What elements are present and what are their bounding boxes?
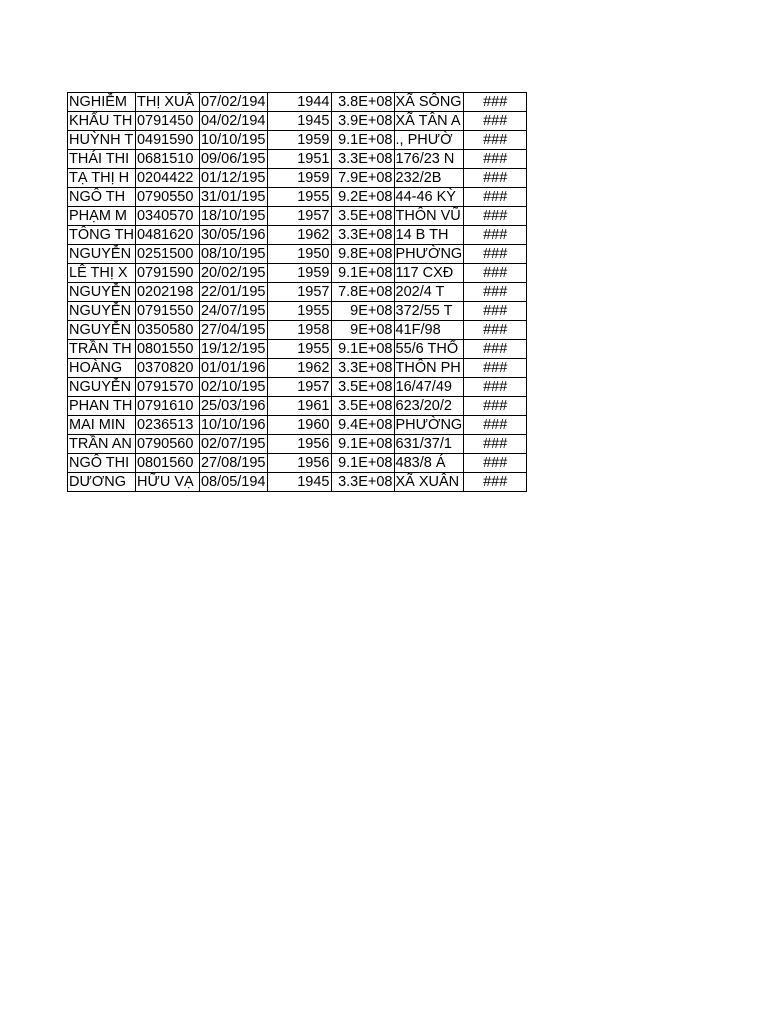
birthdate-cell[interactable]: 08/10/195: [200, 246, 266, 262]
address-cell[interactable]: 202/4 T: [394, 283, 464, 302]
table-row: [68, 131, 527, 150]
year-cell[interactable]: 1960: [267, 416, 331, 435]
birthdate-cell[interactable]: 18/10/195: [200, 208, 266, 224]
phone-cell[interactable]: 3.5E+08: [331, 207, 394, 226]
year-cell[interactable]: 1955: [267, 340, 331, 359]
address-cell[interactable]: THÔN PH: [394, 359, 464, 378]
value-cell[interactable]: ###: [464, 397, 527, 416]
birthdate-cell[interactable]: 19/12/195: [200, 341, 266, 357]
name-cell[interactable]: PHẠM M: [68, 207, 136, 226]
value-cell[interactable]: ###: [464, 454, 527, 473]
address-cell[interactable]: ., PHƯỜ: [394, 131, 464, 150]
year-cell[interactable]: 1945: [267, 112, 331, 131]
name-cell[interactable]: HOÀNG: [68, 359, 136, 378]
address-cell[interactable]: 44-46 KỲ: [394, 188, 464, 207]
table-row: [68, 207, 527, 226]
year-cell[interactable]: 1959: [267, 131, 331, 150]
birthdate-cell[interactable]: 20/02/195: [200, 265, 266, 281]
birthdate-cell[interactable]: 10/10/195: [200, 132, 266, 148]
id-cell[interactable]: 0801550: [135, 340, 199, 359]
year-cell[interactable]: 1956: [267, 435, 331, 454]
address-cell[interactable]: 372/55 T: [394, 302, 464, 321]
table-row: [68, 264, 527, 283]
value-cell[interactable]: ###: [464, 131, 527, 150]
name-cell[interactable]: TRẦN TH: [68, 340, 136, 359]
value-cell[interactable]: ###: [464, 378, 527, 397]
phone-cell[interactable]: 9.2E+08: [331, 188, 394, 207]
year-cell[interactable]: 1957: [267, 283, 331, 302]
year-cell[interactable]: 1962: [267, 359, 331, 378]
address-cell[interactable]: 631/37/1: [394, 435, 464, 454]
id-cell[interactable]: 0236513: [135, 416, 199, 435]
birthdate-cell[interactable]: 31/01/195: [200, 189, 266, 205]
name-cell[interactable]: NGUYỄN: [68, 283, 136, 302]
id-cell[interactable]: 0791610: [135, 397, 199, 416]
birthdate-cell[interactable]: 02/10/195: [200, 379, 266, 395]
birthdate-cell[interactable]: 01/12/195: [200, 170, 266, 186]
address-cell[interactable]: PHƯỜNG: [395, 246, 463, 262]
phone-cell[interactable]: 3.8E+08: [331, 93, 394, 112]
id-cell[interactable]: 0204422: [135, 169, 199, 188]
table-row: [68, 93, 527, 112]
phone-cell[interactable]: 9E+08: [331, 302, 394, 321]
address-cell[interactable]: 232/2B: [394, 169, 464, 188]
phone-cell[interactable]: 7.8E+08: [331, 283, 394, 302]
birthdate-cell[interactable]: 08/05/194: [200, 474, 266, 490]
year-cell[interactable]: 1959: [267, 169, 331, 188]
name-cell[interactable]: PHAN TH: [68, 397, 136, 416]
value-cell[interactable]: ###: [464, 226, 527, 245]
name-cell[interactable]: NGHIỄM: [68, 93, 136, 112]
phone-cell[interactable]: 3.3E+08: [331, 150, 394, 169]
phone-cell[interactable]: 9E+08: [331, 321, 394, 340]
table-row: [68, 245, 527, 264]
value-cell[interactable]: ###: [464, 188, 527, 207]
table-row: [68, 321, 527, 340]
name-cell[interactable]: NGUYỄN: [68, 245, 136, 264]
address-cell[interactable]: 41F/98: [394, 321, 464, 340]
birthdate-cell[interactable]: 02/07/195: [200, 436, 266, 452]
table-row: [68, 397, 527, 416]
table-row: [68, 435, 527, 454]
name-cell[interactable]: NGÔ THI: [68, 454, 136, 473]
phone-cell[interactable]: 3.3E+08: [331, 473, 394, 492]
name-cell[interactable]: HUỲNH T: [68, 131, 136, 150]
value-cell[interactable]: ###: [464, 435, 527, 454]
table-row: [68, 473, 527, 492]
birthdate-cell[interactable]: 27/04/195: [200, 322, 266, 338]
value-cell[interactable]: ###: [464, 340, 527, 359]
year-cell[interactable]: 1957: [267, 207, 331, 226]
address-cell[interactable]: XÃ SÔNG: [394, 93, 464, 112]
id-cell[interactable]: 0370820: [135, 359, 199, 378]
value-cell[interactable]: ###: [464, 473, 527, 492]
birthdate-cell[interactable]: 10/10/196: [200, 417, 266, 433]
name-cell[interactable]: TÔNG TH: [69, 227, 134, 243]
birthdate-cell[interactable]: 07/02/194: [200, 94, 266, 110]
table-row: [68, 378, 527, 397]
name-cell[interactable]: MAI MIN: [68, 416, 136, 435]
address-cell[interactable]: XÃ XUÂN: [394, 473, 464, 492]
table-row: [68, 112, 527, 131]
phone-cell[interactable]: 3.5E+08: [331, 397, 394, 416]
address-cell[interactable]: 623/20/2: [394, 397, 464, 416]
phone-cell[interactable]: 9.4E+08: [331, 416, 394, 435]
id-cell[interactable]: 0791590: [135, 264, 199, 283]
address-cell[interactable]: PHƯỜNG: [395, 417, 463, 433]
year-cell[interactable]: 1944: [267, 93, 331, 112]
id-cell[interactable]: 0202198: [135, 283, 199, 302]
phone-cell[interactable]: 9.1E+08: [331, 340, 394, 359]
table-row: [68, 416, 527, 435]
value-cell[interactable]: ###: [464, 112, 527, 131]
birthdate-cell[interactable]: 30/05/196: [200, 227, 266, 243]
value-cell[interactable]: ###: [464, 283, 527, 302]
table-row: [68, 283, 527, 302]
name-cell[interactable]: NGUYỄN: [68, 378, 136, 397]
address-cell[interactable]: 55/6 THỐ: [394, 340, 464, 359]
year-cell[interactable]: 1951: [267, 150, 331, 169]
id-cell[interactable]: 0801560: [135, 454, 199, 473]
value-cell[interactable]: ###: [464, 302, 527, 321]
year-cell[interactable]: 1955: [267, 188, 331, 207]
address-cell[interactable]: THÔN VŨ: [394, 207, 464, 226]
table-row: [68, 302, 527, 321]
year-cell[interactable]: 1962: [267, 226, 331, 245]
id-cell[interactable]: THỊ XUÂ: [135, 93, 199, 112]
value-cell[interactable]: ###: [464, 245, 527, 264]
table-row: [68, 188, 527, 207]
phone-cell[interactable]: 3.5E+08: [331, 378, 394, 397]
year-cell[interactable]: 1955: [267, 302, 331, 321]
id-cell[interactable]: 0790560: [135, 435, 199, 454]
phone-cell[interactable]: 3.9E+08: [331, 112, 394, 131]
id-cell[interactable]: 0350580: [135, 321, 199, 340]
name-cell[interactable]: LÊ THỊ X: [68, 264, 136, 283]
year-cell[interactable]: 1950: [267, 245, 331, 264]
id-cell[interactable]: 0791570: [135, 378, 199, 397]
value-cell[interactable]: ###: [464, 207, 527, 226]
id-cell[interactable]: 0481620: [135, 226, 199, 245]
name-cell[interactable]: KHẤU TH: [68, 112, 136, 131]
value-cell[interactable]: ###: [464, 416, 527, 435]
id-cell[interactable]: 0340570: [135, 207, 199, 226]
address-cell[interactable]: 117 CXĐ: [394, 264, 464, 283]
table-row: [68, 340, 527, 359]
name-cell[interactable]: TẠ THỊ H: [68, 169, 136, 188]
year-cell[interactable]: 1958: [267, 321, 331, 340]
year-cell[interactable]: 1945: [267, 473, 331, 492]
birthdate-cell[interactable]: 24/07/195: [200, 303, 266, 319]
birthdate-cell[interactable]: 09/06/195: [200, 151, 266, 167]
phone-cell[interactable]: 3.3E+08: [331, 226, 394, 245]
birthdate-cell[interactable]: 01/01/196: [200, 360, 266, 376]
name-cell[interactable]: THÁI THI: [68, 150, 136, 169]
name-cell[interactable]: DƯƠNG: [68, 473, 136, 492]
address-cell[interactable]: 16/47/49: [394, 378, 464, 397]
address-cell[interactable]: XÃ TÂN A: [394, 112, 464, 131]
value-cell[interactable]: ###: [464, 359, 527, 378]
id-cell[interactable]: 0251500: [135, 245, 199, 264]
phone-cell[interactable]: 9.1E+08: [331, 454, 394, 473]
value-cell[interactable]: ###: [464, 169, 527, 188]
year-cell[interactable]: 1956: [267, 454, 331, 473]
id-cell[interactable]: 0790550: [135, 188, 199, 207]
name-cell[interactable]: NGUYỄN: [68, 302, 136, 321]
value-cell[interactable]: ###: [464, 93, 527, 112]
spreadsheet-body: [68, 93, 527, 492]
value-cell[interactable]: ###: [464, 150, 527, 169]
id-cell[interactable]: 0681510: [135, 150, 199, 169]
table-row: [68, 150, 527, 169]
id-cell[interactable]: 0491590: [135, 131, 199, 150]
phone-cell[interactable]: 9.1E+08: [331, 264, 394, 283]
address-cell[interactable]: 483/8 Á: [394, 454, 464, 473]
name-cell[interactable]: NGÔ TH: [68, 188, 136, 207]
table-row: [68, 359, 527, 378]
spreadsheet-table: [67, 92, 527, 492]
phone-cell[interactable]: 3.3E+08: [331, 359, 394, 378]
id-cell[interactable]: HỮU VẠ: [135, 473, 199, 492]
birthdate-cell[interactable]: 04/02/194: [200, 113, 266, 129]
value-cell[interactable]: ###: [464, 264, 527, 283]
value-cell[interactable]: ###: [464, 321, 527, 340]
name-cell[interactable]: NGUYỄN: [68, 321, 136, 340]
phone-cell[interactable]: 7.9E+08: [331, 169, 394, 188]
phone-cell[interactable]: 9.1E+08: [331, 435, 394, 454]
name-cell[interactable]: TRẦN AN: [68, 435, 136, 454]
year-cell[interactable]: 1961: [267, 397, 331, 416]
birthdate-cell[interactable]: 27/08/195: [200, 455, 266, 471]
table-row: [68, 226, 527, 245]
table-row: [68, 454, 527, 473]
address-cell[interactable]: 14 B TH: [394, 226, 464, 245]
birthdate-cell[interactable]: 22/01/195: [200, 284, 266, 300]
id-cell[interactable]: 0791450: [135, 112, 199, 131]
id-cell[interactable]: 0791550: [135, 302, 199, 321]
birthdate-cell[interactable]: 25/03/196: [200, 398, 266, 414]
phone-cell[interactable]: 9.8E+08: [331, 245, 394, 264]
table-row: [68, 169, 527, 188]
phone-cell[interactable]: 9.1E+08: [331, 131, 394, 150]
year-cell[interactable]: 1957: [267, 378, 331, 397]
address-cell[interactable]: 176/23 N: [394, 150, 464, 169]
year-cell[interactable]: 1959: [267, 264, 331, 283]
